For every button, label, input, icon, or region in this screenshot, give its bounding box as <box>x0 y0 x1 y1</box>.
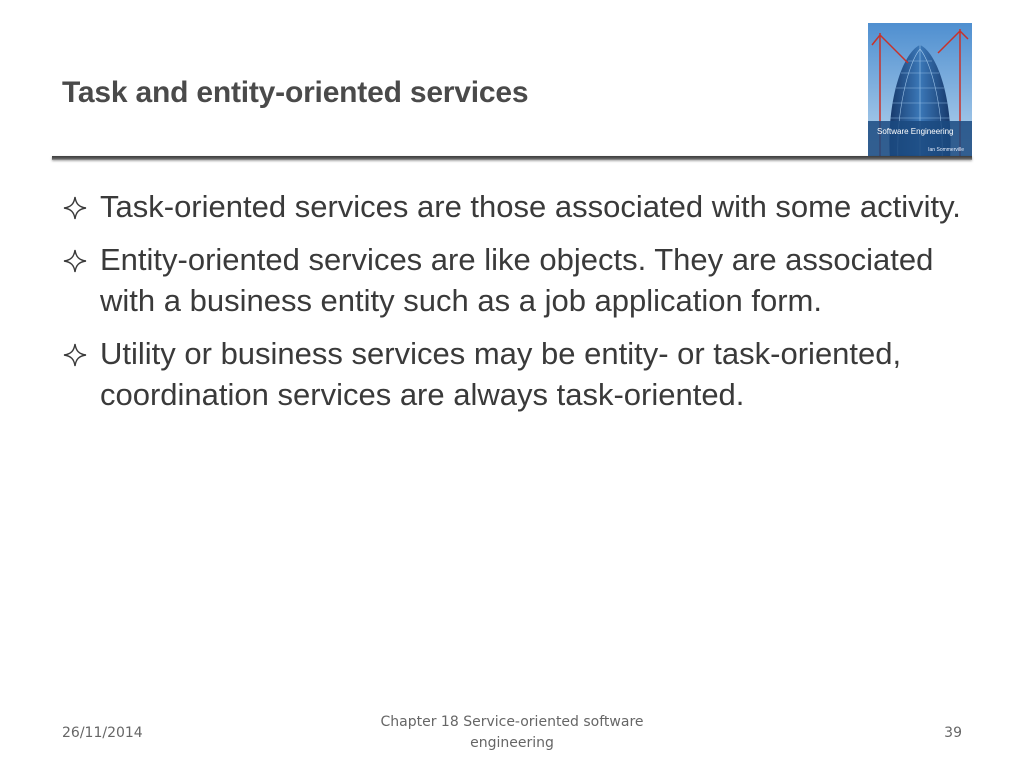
bullet-item <box>62 186 972 227</box>
bullet-item <box>62 239 972 321</box>
page-number: 39 <box>944 725 962 741</box>
bullet-text: Task-oriented services are those associated with some activity. <box>100 189 961 224</box>
bullet-list <box>62 186 972 427</box>
title-divider <box>52 156 972 160</box>
footer-chapter <box>362 712 662 754</box>
four-point-star-icon <box>62 195 88 221</box>
footer-date: 26/11/2014 <box>62 725 143 741</box>
four-point-star-icon <box>62 342 88 368</box>
footer-chapter-line1: Chapter 18 Service-oriented software <box>380 714 644 730</box>
cover-title: Software Engineering <box>877 127 954 136</box>
bullet-text: Utility or business services may be entity- or task-oriented, coordination services are always task-oriented. <box>100 336 902 412</box>
book-cover-image <box>868 23 972 160</box>
bullet-item <box>62 333 972 415</box>
cover-author: Ian Sommerville <box>928 147 964 153</box>
footer-chapter-line2: engineering <box>470 735 554 751</box>
slide-title: Task and entity-oriented services <box>62 76 529 109</box>
four-point-star-icon <box>62 248 88 274</box>
bullet-text: Entity-oriented services are like objects. They are associated with a business entity such as a job application form. <box>100 242 934 318</box>
